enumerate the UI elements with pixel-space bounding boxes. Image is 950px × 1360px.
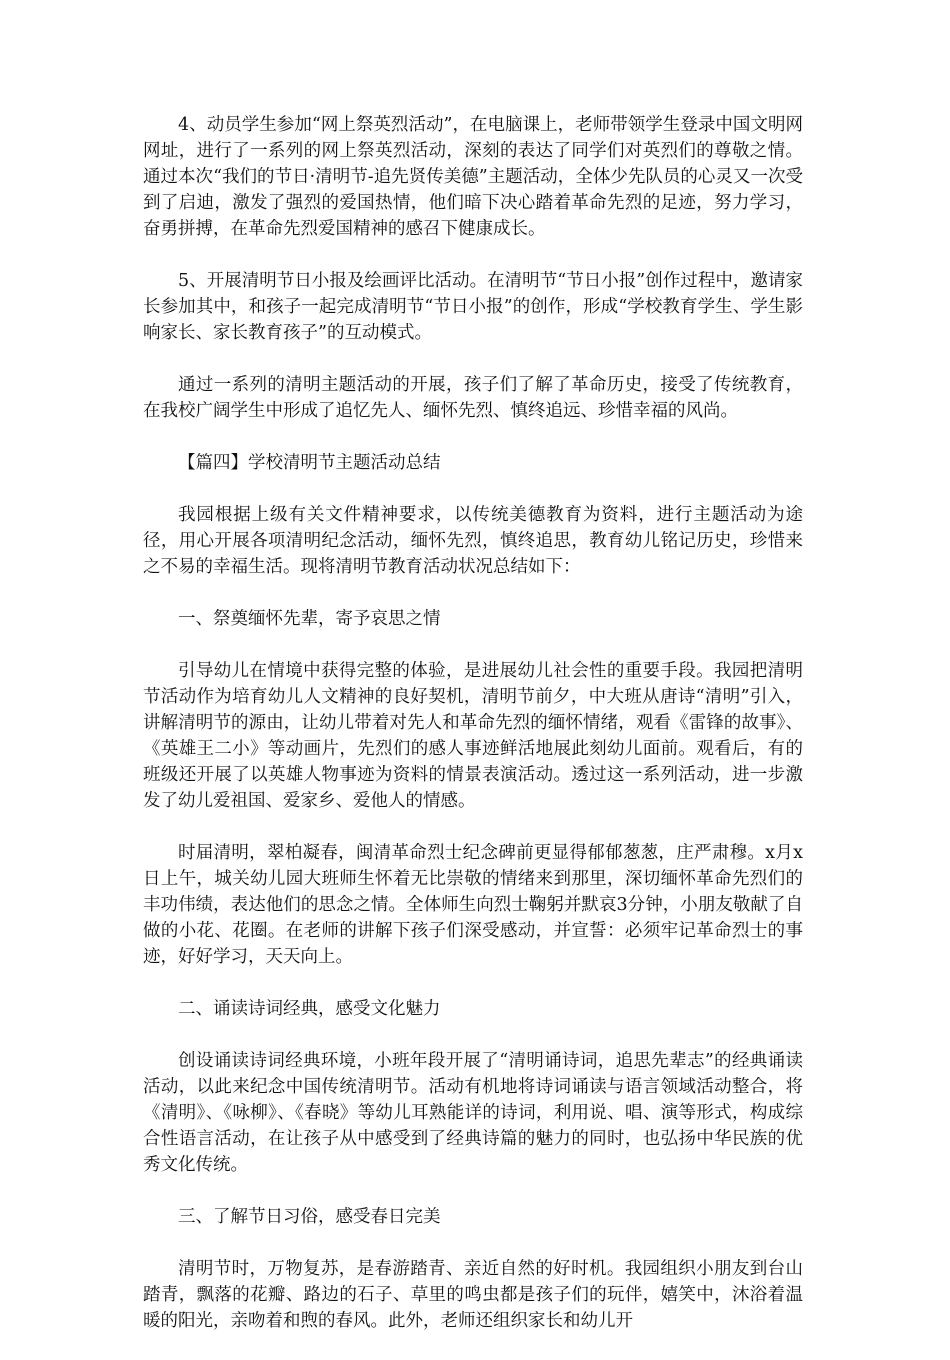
paragraph-intro: 我园根据上级有关文件精神要求，以传统美德教育为资料，进行主题活动为途径，用心开展各项清明纪念活动，缅怀先烈，慎终追思，教育幼儿铭记历史，珍惜来之不易的幸福生活。现将清明节教育活动状况总结如下：	[143, 505, 803, 577]
paragraph-poetry-reading: 创设诵读诗词经典环境，小班年段开展了“清明诵诗词，追思先辈志”的经典诵读活动，以此来纪念中国传统清明节。活动有机地将诗词诵读与语言领域活动整合，将《清明》、《咏柳》、《春晓》等幼儿耳熟能详的诗词，利用说、唱、演等形式，构成综合性语言活动，在让孩子从中感受到了经典诗篇的魅力的同时，也弘扬中华民族的优秀文化传统。	[143, 1051, 803, 1175]
paragraph-spring-outing: 清明节时，万物复苏，是春游踏青、亲近自然的好时机。我园组织小朋友到台山踏青，飘落的花瓣、路边的石子、草里的鸣虫都是孩子们的玩伴，嬉笑中，沐浴着温暖的阳光，亲吻着和煦的春风。此外，老师还组织家长和幼儿开	[143, 1259, 803, 1331]
paragraph-activity-5: 5、开展清明节日小报及绘画评比活动。在清明节“节日小报”创作过程中，邀请家长参加其中，和孩子一起完成清明节“节日小报”的创作，形成“学校教育学生、学生影响家长、家长教育孩子”的互动模式。	[143, 271, 803, 343]
paragraph-guide-children: 引导幼儿在情境中获得完整的体验，是进展幼儿社会性的重要手段。我园把清明节活动作为培育幼儿人文精神的良好契机，清明节前夕，中大班从唐诗“清明”引入，讲解清明节的源由，让幼儿带着对先人和革命先烈的缅怀情绪，观看《雷锋的故事》、《英雄王二小》等动画片，先烈们的感人事迹鲜活地展此刻幼儿面前。观看后，有的班级还开展了以英雄人物事迹为资料的情景表演活动。透过这一系列活动，进一步激发了幼儿爱祖国、爱家乡、爱他人的情感。	[143, 661, 803, 811]
section-title-part-four: 【篇四】学校清明节主题活动总结	[178, 453, 441, 473]
subheading-three: 三、了解节日习俗，感受春日完美	[178, 1207, 441, 1227]
subheading-two: 二、诵读诗词经典，感受文化魅力	[178, 999, 441, 1019]
document-body	[143, 112, 803, 1360]
paragraph-summary: 通过一系列的清明主题活动的开展，孩子们了解了革命历史，接受了传统教育，在我校广阔学生中形成了追忆先人、缅怀先烈、慎终追远、珍惜幸福的风尚。	[143, 375, 803, 421]
paragraph-activity-4: 4、动员学生参加“网上祭英烈活动”，在电脑课上，老师带领学生登录中国文明网网址，进行了一系列的网上祭英烈活动，深刻的表达了同学们对英烈们的尊敬之情。通过本次“我们的节日·清明节-追先贤传美德”主题活动，全体少先队员的心灵又一次受到了启迪，激发了强烈的爱国热情，他们暗下决心踏着革命先烈的足迹，努力学习，奋勇拼搏，在革命先烈爱国精神的感召下健康成长。	[143, 115, 803, 239]
paragraph-memorial-visit: 时届清明，翠柏凝春，闽清革命烈士纪念碑前更显得郁郁葱葱，庄严肃穆。x月x日上午，城关幼儿园大班师生怀着无比崇敬的情绪来到那里，深切缅怀革命先烈们的丰功伟绩，表达他们的思念之情。全体师生向烈士鞠躬并默哀3分钟，小朋友敬献了自做的小花、花圈。在老师的讲解下孩子们深受感动，并宣誓：必须牢记革命烈士的事迹，好好学习，天天向上。	[143, 843, 803, 967]
subheading-one: 一、祭奠缅怀先辈，寄予哀思之情	[178, 609, 441, 629]
